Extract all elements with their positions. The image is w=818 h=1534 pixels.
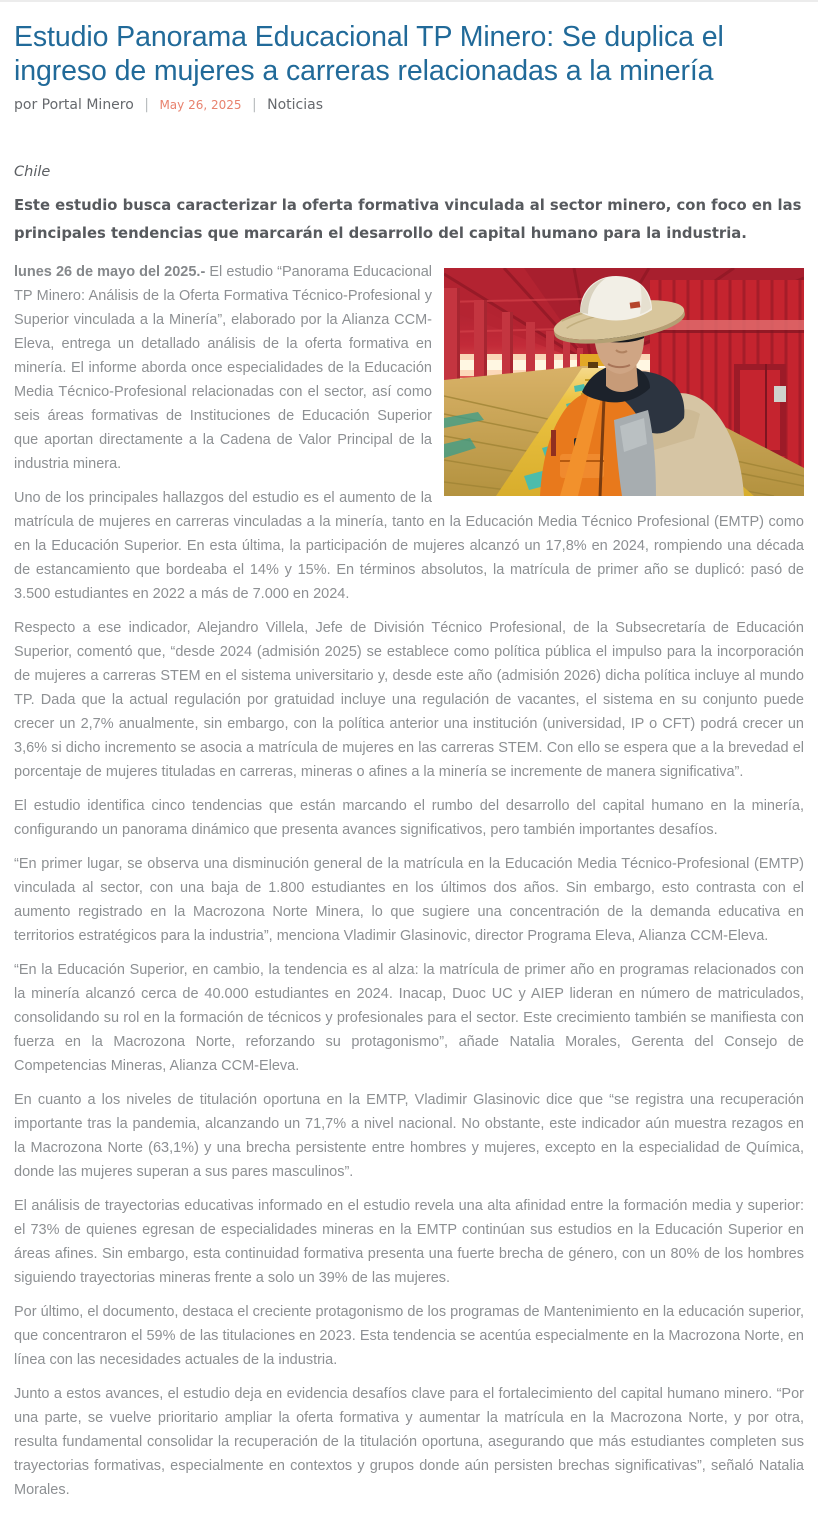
- byline: [14, 96, 804, 114]
- article-photo: [444, 268, 804, 496]
- paragraph: El análisis de trayectorias educativas informado en el estudio revela una alta afinidad entre la formación media y superior: el 73% de quienes egresan de especialidades mineras en la EMTP continúan sus estudios en la Educación Superior en áreas afines. Sin embargo, esta continuidad formativa presenta una fuerte brecha de género, con un 80% de los hombres siguiendo trayectorias mineras frente a solo un 39% de las mujeres.: [14, 1198, 804, 1286]
- paragraph: Por último, el documento, destaca el creciente protagonismo de los programas de Mantenimiento en la educación superior, que concentraron el 59% de las titulaciones en 2023. Esta tendencia se acentúa especialmente en la Macrozona Norte, en línea con las necesidades actuales de la industria.: [14, 1304, 804, 1368]
- paragraph-text: El estudio “Panorama Educacional TP Minero: Análisis de la Oferta Formativa Técnico-Profesional y Superior vinculada a la Minería”, elaborado por la Alianza CCM-Eleva, entrega un detallado análisis de la oferta formativa en minería. El informe aborda once especialidades de la Educación Media Técnico-Profesional relacionadas con el sector, así como seis áreas formativas de Instituciones de Educación Superior que aportan directamente a la Cadena de Valor Principal de la industria minera.: [14, 264, 432, 472]
- byline-separator: |: [144, 97, 149, 113]
- paragraph: El estudio identifica cinco tendencias que están marcando el rumbo del desarrollo del capital humano en la minería, configurando un panorama dinámico que presenta avances significativos, pero también importantes desafíos.: [14, 798, 804, 838]
- paragraph: En cuanto a los niveles de titulación oportuna en la EMTP, Vladimir Glasinovic dice que “se registra una recuperación importante tras la pandemia, alcanzando un 71,7% a nivel nacional. No obstante, este indicador aún muestra rezagos en la Macrozona Norte (63,1%) y una brecha persistente entre hombres y mujeres, excepto en la especialidad de Química, donde las mujeres superan a sus pares masculinos”.: [14, 1092, 804, 1180]
- paragraph: Uno de los principales hallazgos del estudio es el aumento de la matrícula de mujeres en carreras vinculadas a la minería, tanto en la Educación Media Técnico Profesional (EMTP) como en la Educación Superior. En esta última, la participación de mujeres alcanzó un 17,8% en 2024, rompiendo una década de estancamiento que bordeaba el 14% y 15%. En términos absolutos, la matrícula de primer año se duplicó: pasó de 3.500 estudiantes en 2022 a más de 7.000 en 2024.: [14, 490, 804, 602]
- byline-separator: |: [251, 97, 257, 113]
- paragraph: Junto a estos avances, el estudio deja en evidencia desafíos clave para el fortalecimiento del capital humano minero. “Por una parte, se vuelve prioritario ampliar la oferta formativa y aumentar la matrícula en la Macrozona Norte, y por otra, resulta fundamental consolidar la recuperación de la titulación oportuna, asegurando que más estudiantes completen sus trayectorias formativas, especialmente en contextos y grupos donde aún persisten brechas significativas”, señaló Natalia Morales.: [14, 1386, 804, 1498]
- paragraph: “En primer lugar, se observa una disminución general de la matrícula en la Educación Media Técnico-Profesional (EMTP) vinculada al sector, con una baja de 1.800 estudiantes en los últimos dos años. Sin embargo, esto contrasta con el aumento registrado en la Macrozona Norte Minera, lo que sugiere una concentración de la demanda educativa en territorios estratégicos para la industria”, menciona Vladimir Glasinovic, director Programa Eleva, Alianza CCM-Eleva.: [14, 856, 804, 944]
- header-divider: [0, 0, 818, 2]
- article-body: [14, 260, 804, 1502]
- category-link[interactable]: Noticias: [267, 97, 324, 113]
- article-intro: Este estudio busca caracterizar la oferta formativa vinculada al sector minero, con foco en las principales tendencias que marcarán el desarrollo del capital humano para la industria.: [14, 197, 802, 242]
- paragraph: Respecto a ese indicador, Alejandro Villela, Jefe de División Técnico Profesional, de la Subsecretaría de Educación Superior, comentó que, “desde 2024 (admisión 2025) se establece como política pública el impulso para la incorporación de mujeres a carreras STEM en el sistema universitario y, desde este año (admisión 2026) dicha política incluye al mundo TP. Dada que la actual regulación por gratuidad incluye una regulación de vacantes, el sistema en su conjunto puede crecer un 2,7% anualmente, sin embargo, con la política anterior una institución (universidad, IP o CFT) podrá crecer un 3,6% si dicho incremento se asocia a matrícula de mujeres en las carreras STEM. Con ello se espera que a la brevedad el porcentaje de mujeres tituladas en carreras, mineras o afines a la minería se incremente de manera significativa”.: [14, 620, 804, 780]
- byline-prefix: por: [14, 97, 38, 113]
- paragraph: “En la Educación Superior, en cambio, la tendencia es al alza: la matrícula de primer año en programas relacionados con la minería alcanzó cerca de 40.000 estudiantes en 2024. Inacap, Duoc UC y AIEP lideran en número de matriculados, consolidando su rol en la formación de técnicos y profesionales para el sector. Este crecimiento también se manifiesta con fuerza en la Macrozona Norte, reforzando su protagonismo”, añade Natalia Morales, Gerenta del Consejo de Competencias Mineras, Alianza CCM-Eleva.: [14, 962, 804, 1074]
- author-link[interactable]: Portal Minero: [41, 97, 134, 113]
- location-label: Chile: [14, 164, 51, 180]
- publish-date: May 26, 2025: [159, 98, 242, 112]
- dateline-lead: lunes 26 de mayo del 2025.-: [14, 264, 206, 280]
- page-title: Estudio Panorama Educacional TP Minero: Se duplica el ingreso de mujeres a carreras relacionadas a la minería: [14, 21, 724, 87]
- miner-photo-illustration: [444, 268, 804, 496]
